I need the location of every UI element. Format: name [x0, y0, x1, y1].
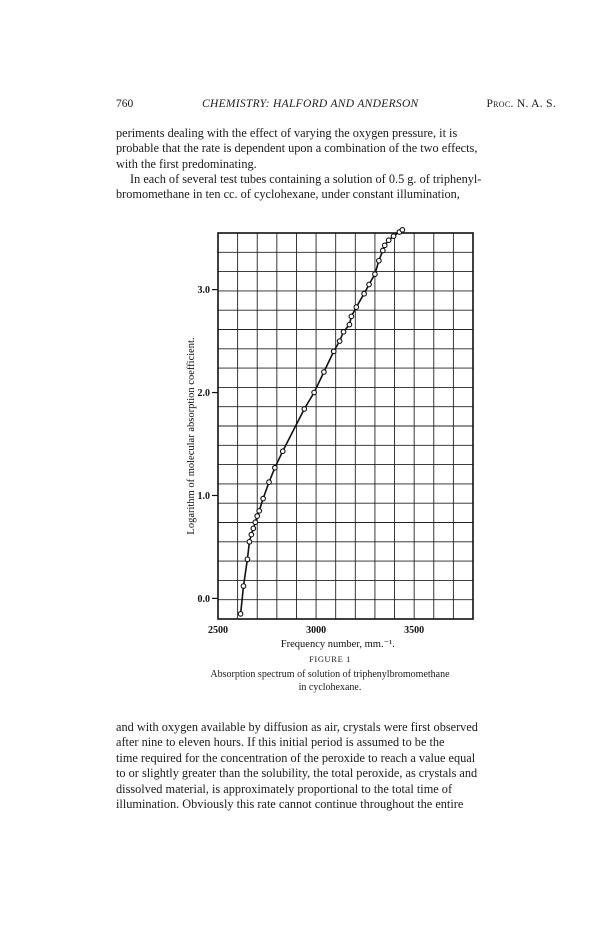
data-point	[349, 314, 354, 319]
caption-line: in cyclohexane.	[298, 682, 362, 693]
data-point	[362, 291, 367, 296]
data-point	[354, 305, 359, 310]
data-point	[302, 407, 307, 412]
x-tick-label: 3000	[306, 625, 327, 636]
x-tick-label: 2500	[208, 625, 228, 636]
data-point	[267, 480, 272, 485]
data-point	[312, 390, 317, 395]
caption-line: Absorption spectrum of solution of triphenylbromomethane	[210, 669, 450, 680]
text-line: illumination. Obviously this rate cannot continue throughout the entire	[116, 797, 464, 812]
y-axis-label: Logarithm of molecular absorption coefficient.	[186, 337, 197, 535]
y-tick-label: 1.0	[197, 490, 210, 502]
page-number: 760	[116, 98, 134, 110]
data-point	[347, 322, 352, 327]
data-point	[337, 339, 342, 344]
absorption-spectrum-chart	[170, 224, 500, 664]
text-line: dissolved material, is approximately proportional to the total time of	[116, 781, 453, 796]
data-point	[251, 526, 256, 531]
text-line: after nine to eleven hours. If this initial period is assumed to be the	[116, 735, 445, 750]
running-header	[116, 98, 556, 114]
text-line: In each of several test tubes containing a solution of 0.5 g. of triphenyl-	[130, 172, 482, 186]
paragraph-2	[116, 172, 556, 203]
data-point	[400, 228, 405, 233]
data-point	[373, 272, 378, 277]
data-point	[391, 234, 396, 239]
x-axis-ticks	[208, 625, 424, 636]
data-point	[341, 330, 346, 335]
figure-label: FIGURE 1	[309, 654, 351, 664]
data-point	[253, 520, 258, 525]
text-line: probable that the rate is dependent upon a combination of the two effects,	[116, 141, 478, 156]
data-point	[377, 258, 382, 263]
figure-caption	[150, 668, 510, 694]
data-point	[261, 496, 266, 501]
data-point	[382, 243, 387, 248]
data-point	[322, 370, 327, 375]
data-point	[380, 248, 385, 253]
data-point	[367, 282, 372, 287]
data-point	[247, 540, 252, 545]
x-tick-label: 3500	[404, 625, 425, 636]
data-point	[249, 532, 254, 537]
y-tick-label: 2.0	[197, 388, 210, 400]
data-point	[255, 514, 260, 519]
data-point	[280, 449, 285, 454]
y-axis-ticks	[198, 285, 219, 605]
text-line: to or slightly greater than the solubility, the total peroxide, as crystals and	[116, 766, 478, 781]
text-line: periments dealing with the effect of varying the oxygen pressure, it is	[116, 126, 458, 140]
text-line: with the first predominating.	[116, 156, 257, 171]
text-line: and with oxygen available by diffusion as air, crystals were first observed	[116, 720, 478, 734]
y-tick-label: 3.0	[197, 285, 210, 297]
data-points	[238, 228, 404, 617]
paragraph-1	[116, 126, 556, 172]
data-point	[331, 349, 336, 354]
data-point	[245, 557, 250, 562]
text-line: bromomethane in ten cc. of cyclohexane, under constant illumination,	[116, 187, 460, 202]
data-point	[257, 509, 262, 514]
data-point	[241, 584, 246, 589]
spectrum-curve	[241, 230, 403, 614]
y-tick-label: 0.0	[197, 593, 210, 605]
data-point	[238, 612, 243, 617]
text-line: time required for the concentration of the peroxide to reach a value equal	[116, 750, 476, 765]
journal-name: Proc. N. A. S.	[486, 98, 556, 110]
chart-grid	[218, 233, 473, 619]
data-point	[386, 238, 391, 243]
running-title: CHEMISTRY: HALFORD AND ANDERSON	[202, 98, 419, 110]
data-point	[273, 465, 278, 470]
paragraph-3	[116, 720, 556, 812]
x-axis-label: Frequency number, mm.⁻¹.	[280, 639, 395, 650]
